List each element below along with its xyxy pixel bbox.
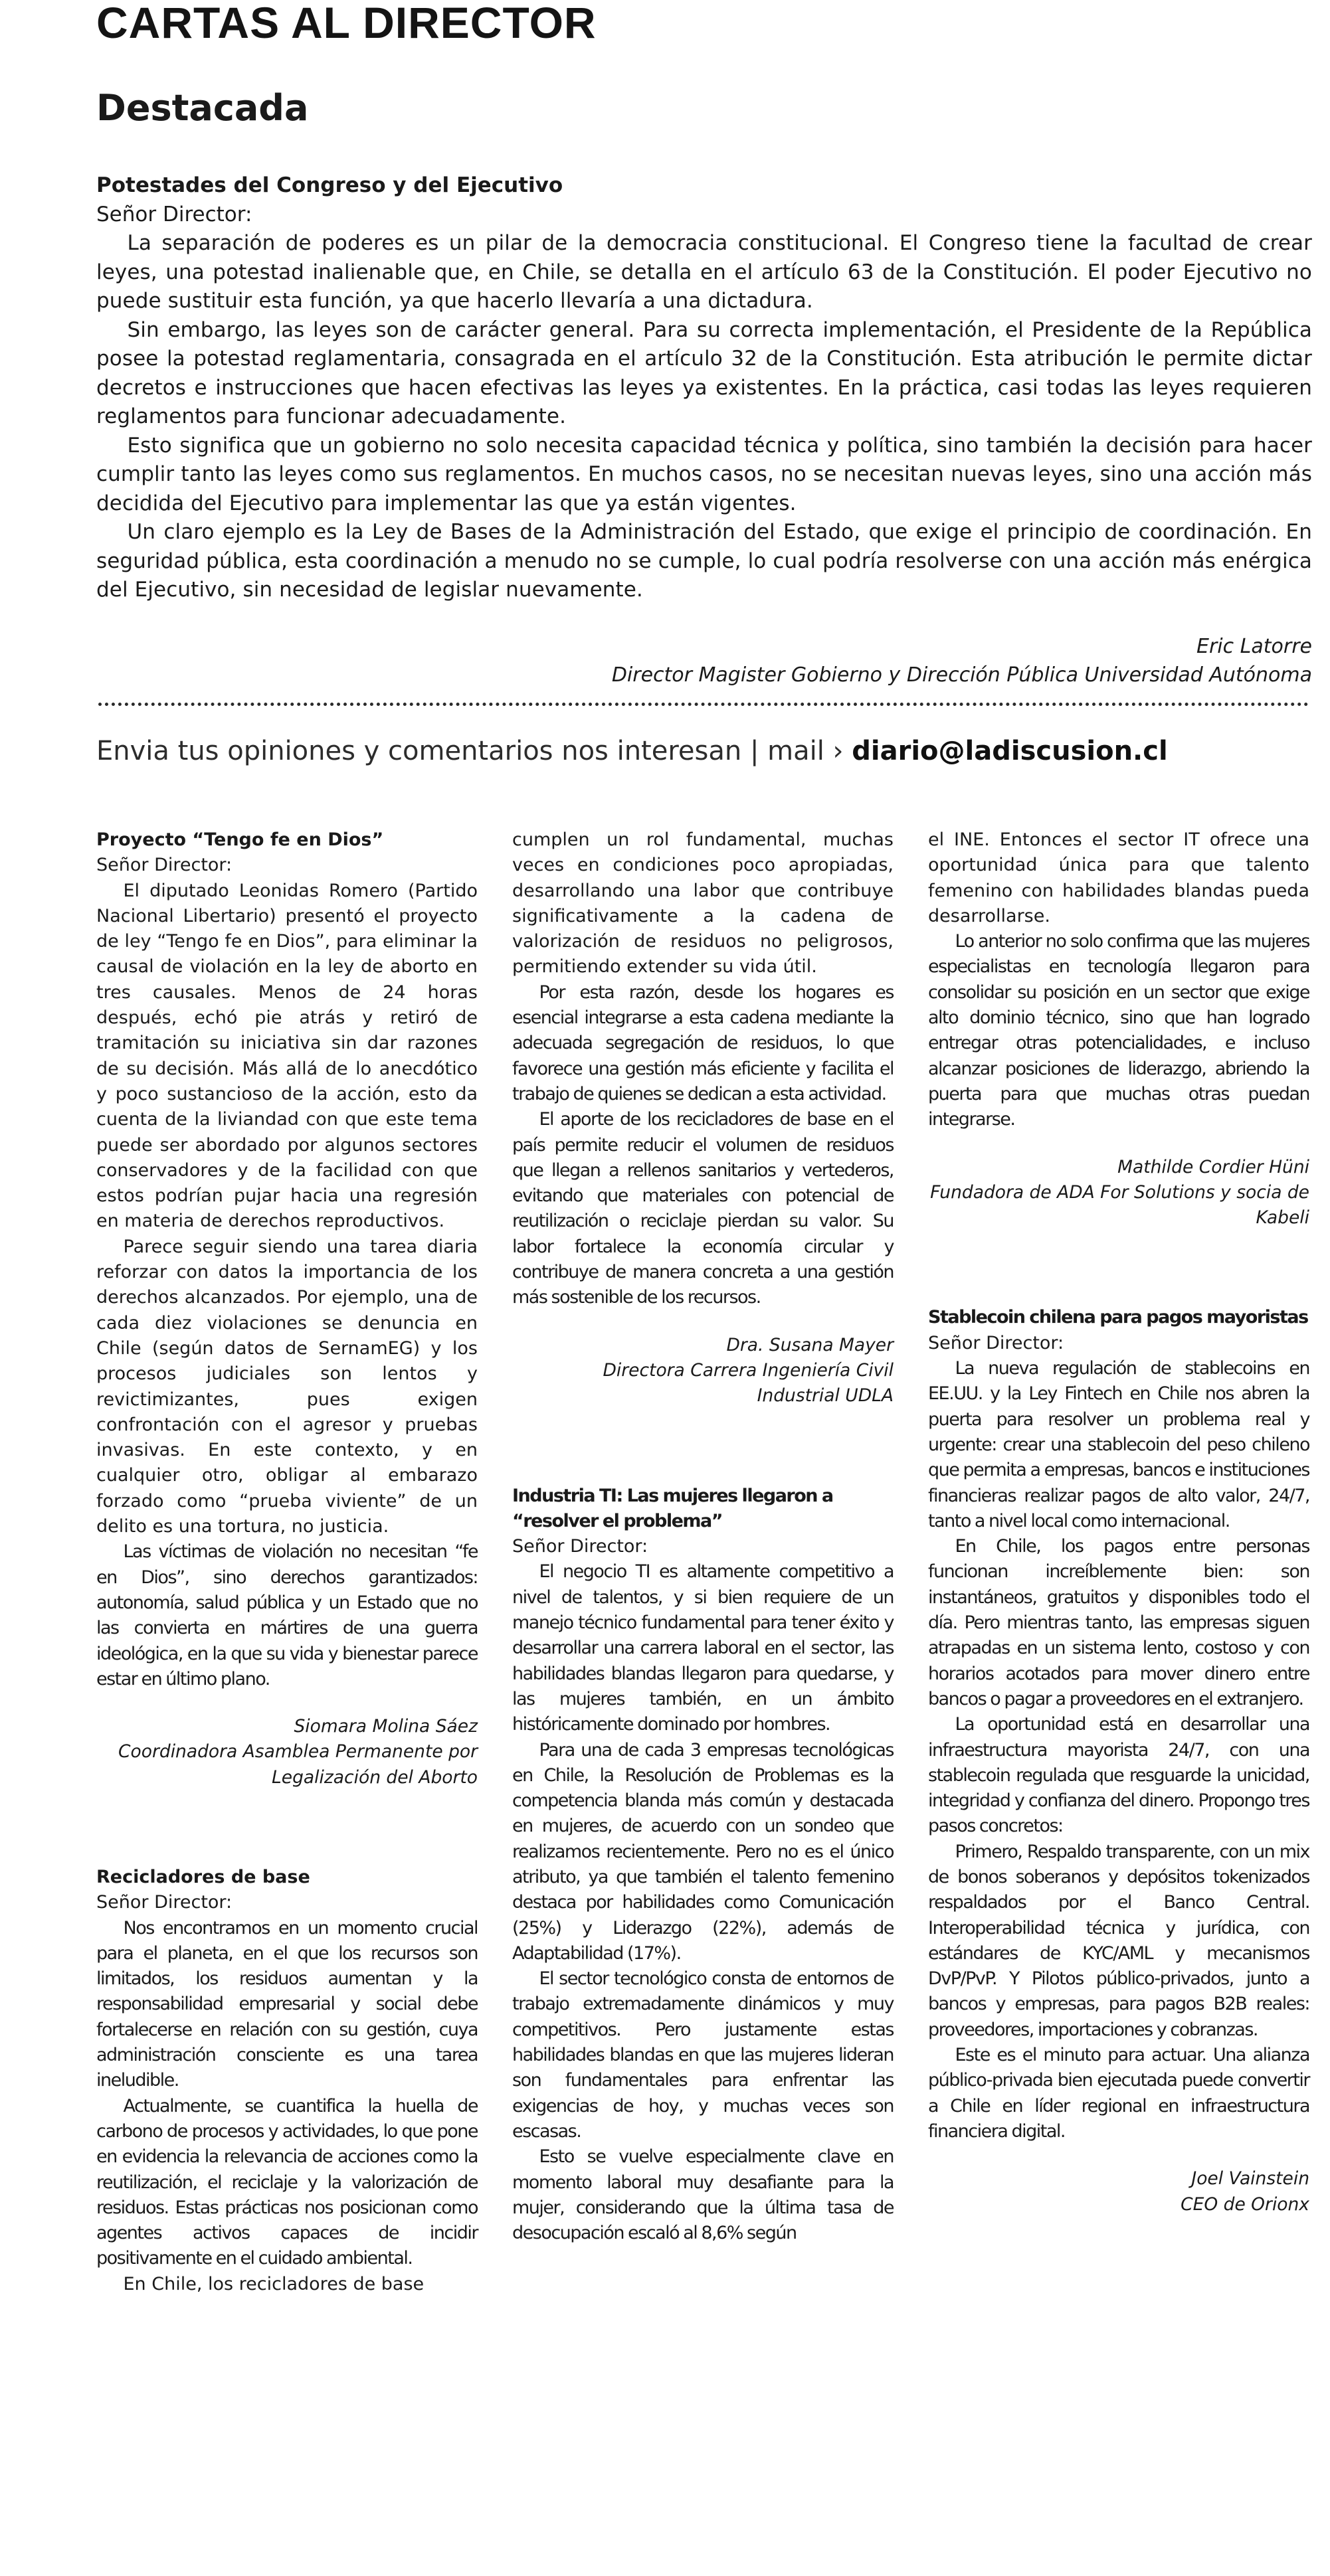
salutation: Señor Director: bbox=[96, 202, 252, 226]
paragraph: El aporte de los recicladores de base en el país permite reducir el volumen de residuos que llegan a rellenos sanitarios y vertederos, evitando que materiales con potencial de reutilización o reciclaje pierdan su valor. Su labor fortalece la economía circular y contribuye de manera concreta a una gestión más sostenible de los recursos. bbox=[512, 1109, 894, 1308]
paragraph: La separación de poderes es un pilar de la democracia constitucional. El Congreso tiene la facultad de crear leyes, una potestad inalienable que, en Chile, se detalla en el artículo 63 de la Constitución. El poder Ejecutivo no puede sustituir esta función, ya que hacerlo llevaría a una dictadura. bbox=[96, 231, 1312, 313]
letter-body bbox=[96, 879, 478, 1693]
author-name: Eric Latorre bbox=[1196, 634, 1312, 658]
author-name: Dra. Susana Mayer bbox=[726, 1334, 894, 1355]
contact-bar bbox=[96, 733, 1168, 769]
author-title: Fundadora de ADA For Solutions y socia de bbox=[930, 1181, 1309, 1203]
letter-title: Recicladores de base bbox=[96, 1866, 310, 1887]
paragraph: Parece seguir siendo una tarea diaria reforzar con datos la importancia de los derechos alcanzados. Por ejemplo, una de cada diez violaciones se denuncia en Chile (según datos de SernamEG) y los procesos judiciales son lentos y revictimizantes, pues exigen confrontación con el agresor y pruebas invasivas. En este contexto, y en cualquier otro, obligar al embarazo forzado como “prueba viviente” de un delito es una tortura, no justicia. bbox=[96, 1236, 478, 1537]
featured-letter bbox=[96, 171, 1312, 689]
paragraph: La nueva regulación de stablecoins en EE.UU. y la Ley Fintech en Chile nos abren la puerta para resolver un problema real y urgente: crear una stablecoin del peso chileno que permita a empresas, bancos e instituciones financieras realizar pagos de alto valor, 24/7, tanto a nivel local como internacional. bbox=[928, 1358, 1309, 1531]
salutation: Señor Director: bbox=[512, 1536, 648, 1557]
paragraph: El diputado Leonidas Romero (Partido Nacional Libertario) presentó el proyecto de ley “Tengo fe en Dios”, para eliminar la causal de violación en la ley de aborto en tres causales. Menos de 24 horas después, echó pie atrás y retiró de tramitación su iniciativa sin dar razones de su decisión. Más allá de lo anecdótico y poco sustancioso de la acción, esto da cuenta de la liviandad con que este tema puede ser abordado por algunos sectores conservadores y de la facilidad con que estos podrían pujar hacia una regresión en materia de derechos reproductivos. bbox=[96, 880, 478, 1232]
paragraph: Esto se vuelve especialmente clave en momento laboral muy desafiante para la mujer, considerando que la última tasa de desocupación escaló al 8,6% según bbox=[512, 2146, 894, 2244]
letter-stablecoin bbox=[928, 1305, 1309, 2217]
letter-title: Proyecto “Tengo fe en Dios” bbox=[96, 829, 384, 850]
column-2 bbox=[512, 827, 894, 2320]
paragraph: En Chile, los recicladores de base bbox=[123, 2273, 425, 2294]
signature bbox=[96, 632, 1312, 689]
contact-email-link[interactable]: diario@ladiscusion.cl bbox=[852, 736, 1168, 766]
paragraph: Las víctimas de violación no necesitan “fe en Dios”, sino derechos garantizados: autonomía, salud pública y un Estado que no las convierta en mártires de una guerra ideológica, en la que su vida y bienestar parece estar en último plano. bbox=[96, 1541, 478, 1689]
paragraph: Por esta razón, desde los hogares es esencial integrarse a esta cadena mediante la adecuada segregación de residuos, lo que favorece una gestión más eficiente y facilita el trabajo de quienes se dedican a esta actividad. bbox=[512, 982, 894, 1104]
paragraph: Actualmente, se cuantifica la huella de carbono de procesos y actividades, lo que pone en evidencia la relevancia de acciones como la reutilización, el reciclaje y la valorización de residuos. Estas prácticas nos posicionan como agentes activos capaces de incidir positivamente en el cuidado ambiental. bbox=[96, 2095, 478, 2269]
author-title: Coordinadora Asamblea Permanente por bbox=[118, 1741, 478, 1762]
signature bbox=[512, 1333, 894, 1409]
salutation: Señor Director: bbox=[928, 1332, 1064, 1353]
letter-body bbox=[96, 1916, 478, 2297]
paragraph: Sin embargo, las leyes son de carácter general. Para su correcta implementación, el Presidente de la República posee la potestad reglamentaria, consagrada en el artículo 32 de la Constitución. Esta atribución le permite dictar decretos e instrucciones que hacen efectivas las leyes ya existentes. En la práctica, casi todas las leyes requieren reglamentos para funcionar adecuadamente. bbox=[96, 317, 1312, 428]
letter-tengo-fe bbox=[96, 827, 478, 1790]
author-name: Mathilde Cordier Hüni bbox=[1117, 1156, 1309, 1177]
letter-body bbox=[512, 827, 894, 1311]
letter-industria-ti-continued bbox=[928, 827, 1309, 1231]
salutation: Señor Director: bbox=[96, 1892, 233, 1913]
letter-recicladores bbox=[96, 1865, 478, 2297]
paragraph: Para una de cada 3 empresas tecnológicas en Chile, la Resolución de Problemas es la competencia blanda más común y destacada en mujeres, de acuerdo con un sondeo que realizamos recientemente. Pero no es el único atributo, ya que también el talento femenino destaca por habilidades como Comunicación (25%) y Liderazgo (22%), además de Adaptabilidad (17%). bbox=[512, 1739, 894, 1964]
letter-recicladores-continued bbox=[512, 827, 894, 1409]
paragraph: En Chile, los pagos entre personas funcionan increíblemente bien: son instantáneos, gratuitos y disponibles todo el día. Pero mientras tanto, las empresas siguen atrapadas en un sistema lento, costoso y con horarios acotados para mover dinero entre bancos o pagar a proveedores en el extranjero. bbox=[928, 1536, 1309, 1709]
author-title: Legalización del Aborto bbox=[272, 1766, 478, 1788]
paragraph: Esto significa que un gobierno no solo necesita capacidad técnica y política, sino también la decisión para hacer cumplir tanto las leyes como sus reglamentos. En muchos casos, no se necesitan nuevas leyes, sino una acción más decidida del Ejecutivo para implementar las que ya están vigentes. bbox=[96, 433, 1312, 515]
contact-text: Envia tus opiniones y comentarios nos interesan | mail › bbox=[96, 736, 852, 766]
author-title: Director Magister Gobierno y Dirección Pública Universidad Autónoma bbox=[611, 663, 1312, 687]
signature bbox=[928, 2166, 1309, 2217]
author-name: Siomara Molina Sáez bbox=[294, 1716, 478, 1737]
paragraph: Lo anterior no solo confirma que las mujeres especialistas en tecnología llegaron para consolidar su posición en un sector que exige alto dominio técnico, sino que han logrado entregar otras potencialidades, e incluso alcanzar posiciones de liderazgo, abriendo la puerta para que muchas otras puedan integrarse. bbox=[928, 931, 1309, 1130]
salutation: Señor Director: bbox=[96, 855, 233, 876]
featured-label: Destacada bbox=[96, 87, 309, 129]
author-name: Joel Vainstein bbox=[1191, 2168, 1309, 2190]
paragraph: cumplen un rol fundamental, muchas veces en condiciones poco apropiadas, desarrollando una labor que contribuye significativamente a la cadena de valorización de residuos no peligrosos, permitiendo extender su vida útil. bbox=[512, 829, 894, 978]
author-title: Industrial UDLA bbox=[757, 1385, 894, 1407]
letter-body bbox=[512, 1559, 894, 2246]
signature bbox=[96, 1714, 478, 1790]
paragraph: el INE. Entonces el sector IT ofrece una oportunidad única para que talento femenino con habilidades blandas pueda desarrollarse. bbox=[928, 829, 1309, 926]
paragraph: El sector tecnológico consta de entornos de trabajo extremadamente dinámicos y muy competitivos. Pero justamente estas habilidades blandas en que las mujeres lideran son fundamentales para enfrentar las exigencias de hoy, y muchas veces son escasas. bbox=[512, 1968, 894, 2142]
section-title: CARTAS AL DIRECTOR bbox=[96, 0, 597, 47]
signature bbox=[928, 1155, 1309, 1231]
author-title: Kabeli bbox=[1256, 1207, 1309, 1229]
paragraph: Primero, Respaldo transparente, con un mix de bonos soberanos y depósitos tokenizados respaldados por el Banco Central. Interoperabilidad técnica y jurídica, con estándares de KYC/AML y mecanismos DvP/PvP. Y Pilotos público-privados, junto a bancos y empresas, para pagos B2B reales: proveedores, importaciones y cobranzas. bbox=[928, 1841, 1309, 2040]
letter-title: Stablecoin chilena para pagos mayoristas bbox=[928, 1307, 1308, 1328]
author-title: Directora Carrera Ingeniería Civil bbox=[603, 1359, 894, 1381]
paragraph: La oportunidad está en desarrollar una infraestructura mayorista 24/7, con una stablecoin regulada que resguarde la unicidad, integridad y confianza del dinero. Propongo tres pasos concretos: bbox=[928, 1714, 1309, 1837]
letter-title: Industria TI: Las mujeres llegaron a “resolver el problema” bbox=[512, 1485, 833, 1531]
letter-industria-ti bbox=[512, 1484, 894, 2247]
letter-body bbox=[96, 229, 1312, 605]
paragraph: Un claro ejemplo es la Ley de Bases de la Administración del Estado, que exige el principio de coordinación. En seguridad pública, esta coordinación a menudo no se cumple, lo cual podría resolverse con una acción más enérgica del Ejecutivo, sin necesidad de legislar nuevamente. bbox=[96, 520, 1312, 602]
letter-body bbox=[928, 1356, 1309, 2144]
column-1 bbox=[96, 827, 478, 2371]
paragraph: Nos encontramos en un momento crucial para el planeta, en el que los recursos son limitados, los residuos aumentan y la responsabilidad empresarial y social debe fortalecerse en relación con su gestión, cuya administración consciente es una tarea ineludible. bbox=[96, 1917, 478, 2091]
dotted-divider bbox=[98, 703, 1309, 706]
paragraph: El negocio TI es altamente competitivo a nivel de talentos, y si bien requiere de un manejo técnico fundamental para tener éxito y desarrollar una carrera laboral en el sector, las habilidades blandas llegaron para quedarse, y las mujeres también, en un ámbito históricamente dominado por hombres. bbox=[512, 1561, 894, 1735]
author-title: CEO de Orionx bbox=[1181, 2193, 1309, 2215]
letter-body bbox=[928, 827, 1309, 1133]
letter-title: Potestades del Congreso y del Ejecutivo bbox=[96, 173, 563, 197]
paragraph: Este es el minuto para actuar. Una alianza público-privada bien ejecutada puede convertir a Chile en líder regional en infraestructura financiera digital. bbox=[928, 2045, 1309, 2142]
column-3 bbox=[928, 827, 1309, 2292]
